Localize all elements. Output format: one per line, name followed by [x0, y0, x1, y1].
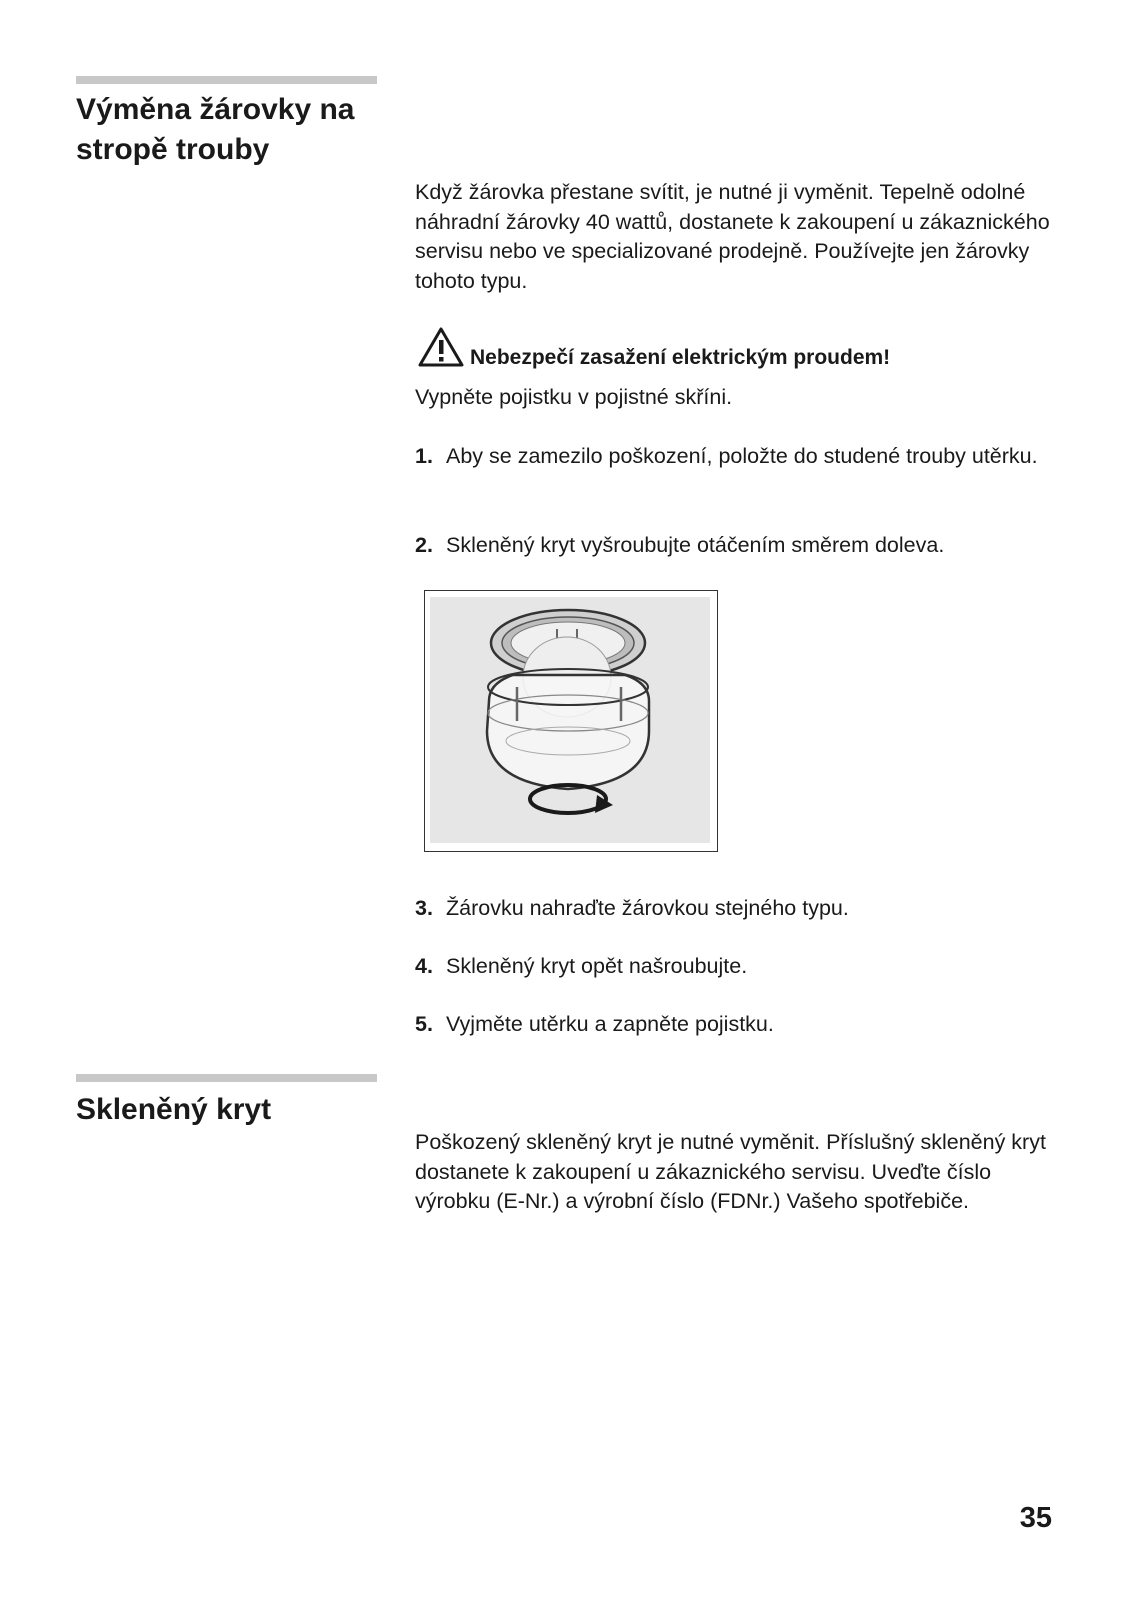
- step-text: Vyjměte utěrku a zapněte pojistku.: [446, 1012, 774, 1036]
- step-number: 2.: [415, 533, 433, 557]
- step-number: 3.: [415, 896, 433, 920]
- list-item: [415, 1009, 1055, 1039]
- lamp-cover-illustration: [424, 590, 718, 852]
- step-number: 5.: [415, 1012, 433, 1036]
- page-number: 35: [1019, 1502, 1052, 1534]
- list-item: [415, 951, 1055, 981]
- intro-paragraph: Když žárovka přestane svítit, je nutné ji vyměnit. Tepelně odolné náhradní žárovky 40 wattů, dostanete k zakoupení u zákaznického servisu nebo ve specializované prodejně. Používejte jen žárovky tohoto typu.: [415, 180, 1050, 293]
- section-divider: [76, 76, 377, 84]
- list-item: [415, 441, 1055, 471]
- step-text: Žárovku nahraďte žárovkou stejného typu.: [446, 896, 849, 920]
- section-divider: [76, 1074, 377, 1082]
- step-text: Skleněný kryt opět našroubujte.: [446, 954, 748, 978]
- list-item: [415, 530, 1055, 560]
- glass-cover-paragraph: Poškozený skleněný kryt je nutné vyměnit. Příslušný skleněný kryt dostanete k zakoupení u zákaznického servisu. Uveďte číslo výrobku (E-Nr.) a výrobní číslo (FDNr.) Vašeho spotřebiče.: [415, 1130, 1046, 1213]
- section-title-lamp-replacement: Výměna žárovky na stropě trouby: [76, 93, 355, 166]
- step-number: 4.: [415, 954, 433, 978]
- warning-triangle-icon: [418, 326, 464, 368]
- section-title-glass-cover: Skleněný kryt: [76, 1093, 272, 1126]
- warning-block: [415, 324, 1055, 372]
- list-item: [415, 893, 1055, 923]
- step-text: Skleněný kryt vyšroubujte otáčením směrem doleva.: [446, 533, 945, 557]
- warning-title: Nebezpečí zasažení elektrickým proudem!: [470, 346, 891, 369]
- step-text: Aby se zamezilo poškození, položte do studené trouby utěrku.: [446, 444, 1038, 468]
- step-number: 1.: [415, 444, 433, 468]
- warning-text: Vypněte pojistku v pojistné skříni.: [415, 385, 733, 409]
